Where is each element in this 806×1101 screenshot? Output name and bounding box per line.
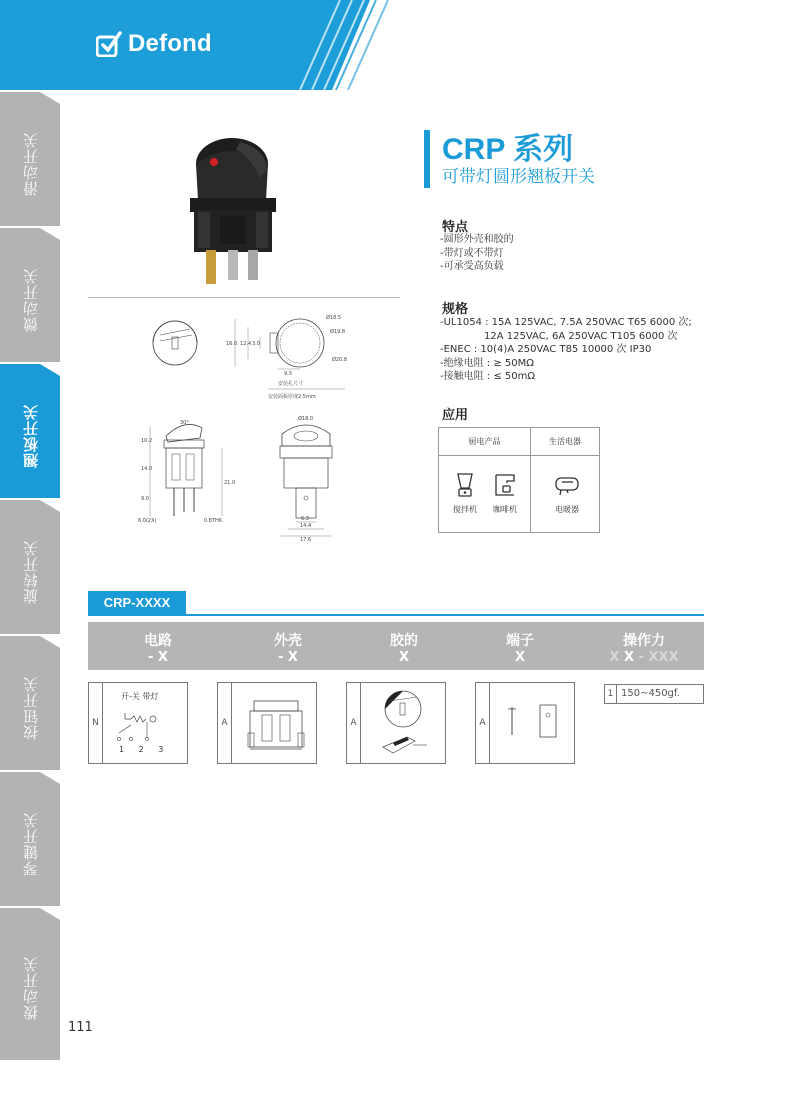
dim-label: 9.3 [284,371,292,377]
dim-label: 17.6 [300,537,312,542]
option-code: 1 [605,685,617,703]
dim-label: 30° [180,420,189,426]
part-number-label: CRP-XXXX [88,591,186,614]
dim-label: 0.8THK. [204,518,224,524]
code-col-force: 操作力 X X - XXX [609,633,679,665]
spec-item: -ENEC : 10(4)A 250VAC T85 10000 次 IP30 [440,344,652,355]
option-actuator [346,682,446,764]
brand-logo[interactable] [96,30,212,58]
sidebar-item-rotary-switch[interactable]: 旋转开关 [21,540,40,604]
features-list [440,233,514,274]
specs-heading: 规格 [442,302,469,317]
dim-label: Ø18.5 [326,315,342,321]
page-number: 111 [68,1020,93,1035]
option-circuit-label: 开-关 带灯 [121,692,159,701]
series-subtitle: 可带灯圆形翘板开关 [442,167,595,187]
coffee-machine-icon [494,472,516,498]
spec-item: -绝缘电阻 : ≥ 50MΩ [440,357,534,369]
defond-logo-icon [96,31,122,57]
feature-item: -可承受高负载 [440,261,504,272]
app-item-blender: 搅拌机 [447,472,483,515]
title-accent-bar [424,130,430,188]
part-number-underline [88,614,704,616]
brand-name: Defond [128,30,212,57]
front-view-drawing [268,412,348,542]
feature-item: -带灯或不带灯 [440,247,504,259]
dim-label: 3.0 [252,341,260,347]
force-value: 150~450gf. [621,688,680,699]
dim-label: 9.0 [141,496,149,502]
option-code: N [89,683,103,763]
dim-label: 安装面板厚度2.5mm [268,394,316,400]
feature-item: -圆形外壳和胶的 [440,234,514,245]
option-circuit [88,682,188,764]
ordering-code-header [88,622,704,670]
side-view-drawing [130,412,240,542]
dim-label: 16.0 [226,341,238,347]
dim-label: 21.0 [224,480,236,486]
actuator-drawing-icon [373,687,437,761]
sidebar-item-toggle-switch[interactable]: 拨动开关 [21,956,40,1020]
option-housing [217,682,317,764]
dim-label: 安装孔尺寸 [278,381,304,387]
spec-item: -接触电阻 : ≤ 50mΩ [440,371,535,382]
dim-label: Ø19.8 [330,329,346,335]
option-code: A [476,683,490,763]
option-code: A [218,683,232,763]
dim-label: 12.4 [240,341,252,347]
app-item-heater: 电暖器 [549,472,585,515]
code-col-housing: 外壳 - X [274,633,302,665]
option-circuit-pins: 1 2 3 [119,745,170,754]
sidebar-item-rocker-switch[interactable]: 翘板开关 [21,404,40,468]
app-item-coffee-machine: 咖啡机 [487,472,523,515]
mounting-drawing [140,305,370,405]
dim-label: 6.0(2X) [138,518,157,524]
dim-label: 14.4 [300,523,312,529]
sidebar-item-piano-switch[interactable]: 琴键开关 [21,812,40,876]
app-group-household: 生活电器 [531,428,599,456]
sidebar-item-push-switch[interactable]: 按钮开关 [21,676,40,740]
housing-drawing-icon [242,693,310,755]
series-title: CRP 系列 [442,133,574,166]
app-group-kitchen: 厨电产品 [439,428,530,456]
code-col-terminal: 端子 X [506,633,534,665]
specs-list [440,316,692,384]
option-force [604,684,704,704]
code-col-circuit: 电路 - X [144,633,172,665]
blender-icon [455,472,475,498]
sidebar-item-micro-switch[interactable]: 微动开关 [21,268,40,332]
heater-icon [554,472,580,498]
app-divider [530,428,531,532]
dim-label: Ø18.0 [298,416,314,422]
terminal-drawing-icon [502,697,566,751]
header-banner [0,0,806,90]
application-heading: 应用 [442,408,469,423]
option-code: A [347,683,361,763]
dim-label: 6.3 [301,516,309,522]
option-terminal [475,682,575,764]
category-sidebar [0,92,60,1062]
dim-label: 10.2 [141,438,153,444]
spec-item: 12A 125VAC, 6A 250VAC T105 6000 次 [484,330,678,342]
spec-item: -UL1054 : 15A 125VAC, 7.5A 250VAC T65 6000 次; [440,317,692,328]
code-col-actuator: 胶的 X [390,633,418,665]
sidebar-item-slide-switch[interactable]: 滑动开关 [21,132,40,196]
application-table [438,427,600,533]
product-photo [180,130,290,290]
dim-label: 14.0 [141,466,153,472]
features-heading: 特点 [442,220,469,235]
divider-line [88,297,400,298]
dim-label: Ø20.8 [332,357,348,363]
